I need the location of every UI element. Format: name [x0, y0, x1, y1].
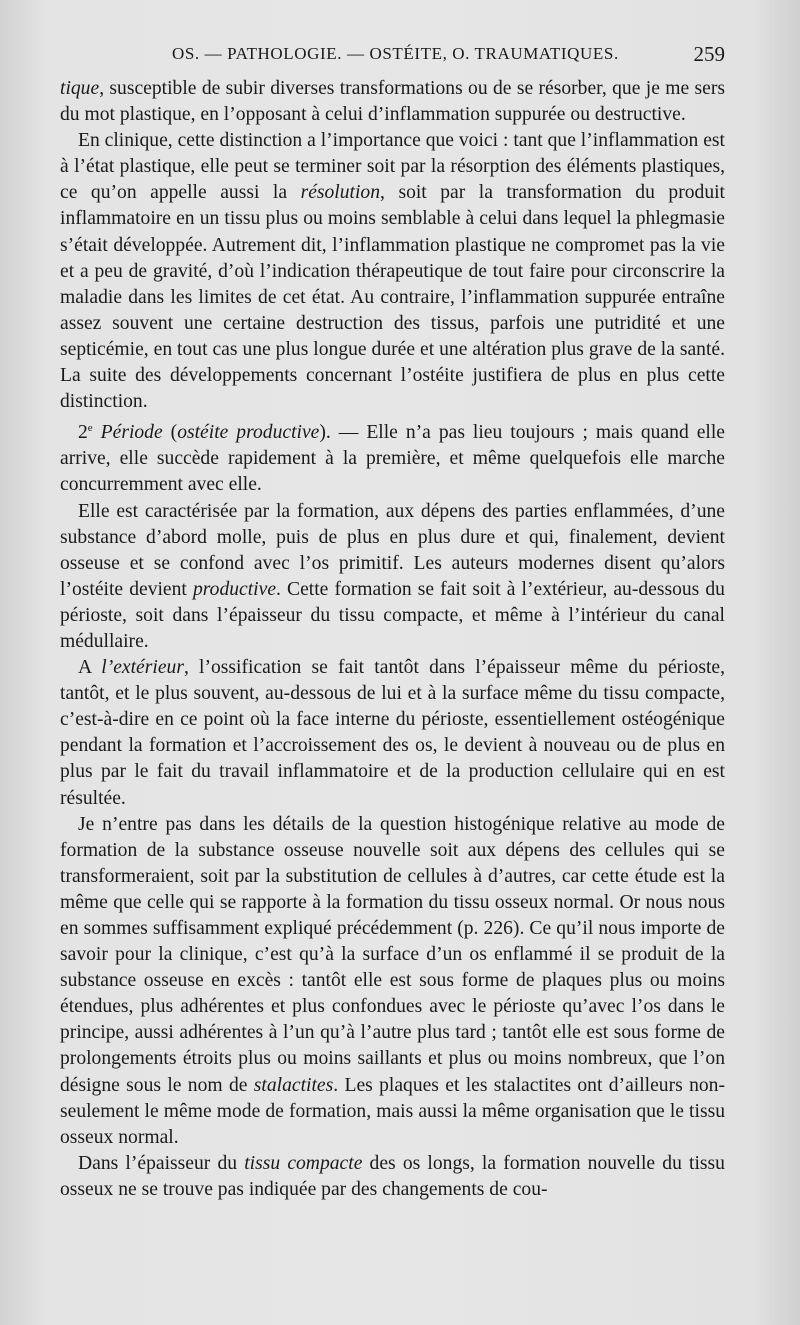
- text-run: . Les plaques et les stalactites ont d’ailleurs non-seulement le même mode de formation, mais aussi la même organisation que le tissu osseux normal.: [60, 1074, 725, 1148]
- text-run: Dans l’épaisseur du: [78, 1152, 245, 1174]
- paragraph-2: [60, 128, 725, 415]
- text-run: Période: [100, 422, 163, 444]
- paragraph-5: [60, 655, 725, 812]
- text-run: l’extérieur: [101, 657, 184, 679]
- text-run: tique: [60, 78, 100, 99]
- paragraph-4: [60, 499, 725, 656]
- page-number: 259: [693, 42, 725, 66]
- text-run: Elle est caractérisée par la formation, aux dépens des parties enflammées, d’une substance d’abord molle, puis de plus en plus dure et qui, finalement, devient osseuse et se confond avec l’os primitif. Les auteurs modernes disent qu’alors l’ostéite devient: [60, 500, 725, 600]
- text-run: (: [162, 422, 178, 444]
- text-run: tissu compacte: [244, 1152, 363, 1174]
- text-run: , l’ossification se fait tantôt dans l’épaisseur même du périoste, tantôt, et le plus souvent, au-dessous de lui et à la surface même du tissu compacte, c’est-à-dire en ce point où la face interne du périoste, essentiellement ostéogénique pendant la formation et l’accroissement des os, le devient à nouveau ou de plus en plus par le fait du travail inflammatoire et de la production cellulaire qui en est résultée.: [60, 657, 725, 809]
- text-run: . Cette formation se fait soit à l’extérieur, au-dessous du périoste, soit dans l’épaisseur du tissu compacte, et même à l’intérieur du canal médullaire.: [60, 578, 725, 652]
- text-run: En clinique, cette distinction a l’importance que voici : tant que l’inflammation est à l’état plastique, elle peut se terminer soit par la résorption des éléments plastiques, ce qu’on appelle aussi la: [60, 130, 725, 204]
- running-head: [60, 44, 725, 74]
- paragraph-1: [60, 76, 725, 128]
- body-text: [60, 76, 725, 1203]
- text-run: , susceptible de subir diverses transformations ou de se résorber, que je me sers du mot plastique, en l’opposant à celui d’inflammation suppurée ou destructive.: [60, 78, 725, 126]
- text-run: [93, 422, 101, 443]
- text-run: stalactites: [253, 1074, 334, 1096]
- paragraph-6: [60, 812, 725, 1151]
- text-run: des os longs, la formation nouvelle du tissu osseux ne se trouve pas indiquée par des changements de cou-: [60, 1152, 725, 1200]
- text-run: A: [78, 657, 102, 679]
- text-run: productive: [192, 578, 277, 600]
- paragraph-7: [60, 1151, 725, 1203]
- text-run: résolution: [300, 182, 381, 204]
- text-run: ostéite productive: [177, 422, 320, 444]
- paragraph-3: [60, 415, 725, 498]
- text-run: Je n’entre pas dans les détails de la question histogénique relative au mode de formation de la substance osseuse nouvelle soit aux dépens des cellules qui se transformeraient, soit par la substitution de cellules à d’autres, car cette étude est la même que celle qui se rapporte à la formation du tissu osseux normal. Or nous nous en sommes suffisamment expliqué précédemment (p. 226). Ce qu’il nous importe de savoir pour la clinique, c’est qu’à la surface d’un os enflammé il se produit de la substance osseuse en excès : tantôt elle est sous forme de plaques plus ou moins étendues, plus adhérentes et plus confondues avec le périoste qu’avec l’os dans le principe, aussi adhérentes à l’un qu’à l’autre plus tard ; tantôt elle est sous forme de prolongements étroits plus ou moins saillants et plus ou moins nombreux, que l’on désigne sous le nom de: [60, 813, 725, 1096]
- running-title: OS. — PATHOLOGIE. — OSTÉITE, O. TRAUMATIQUES.: [172, 44, 619, 63]
- text-run: , soit par la transformation du produit inflammatoire en un tissu plus ou moins semblable à celui dans lequel la phlegmasie s’était développée. Autrement dit, l’inflammation plastique ne compromet pas la vie et a peu de gravité, d’où l’indication thérapeutique de tout faire pour circonscrire la maladie dans les limites de cet état. Au contraire, l’inflammation suppurée entraîne assez souvent une certaine destruction des tissus, parfois une putridité et une septicémie, en tout cas une plus longue durée et une altération plus grave de la santé. La suite des développements concernant l’ostéite justifiera de plus en plus cette distinction.: [60, 182, 725, 413]
- superscript: e: [87, 422, 93, 435]
- text-run: ). — Elle n’a pas lieu toujours ; mais quand elle arrive, elle succède rapidement à la première, et même quelquefois elle marche concurremment avec elle.: [60, 422, 725, 496]
- text-run: 2: [78, 422, 88, 444]
